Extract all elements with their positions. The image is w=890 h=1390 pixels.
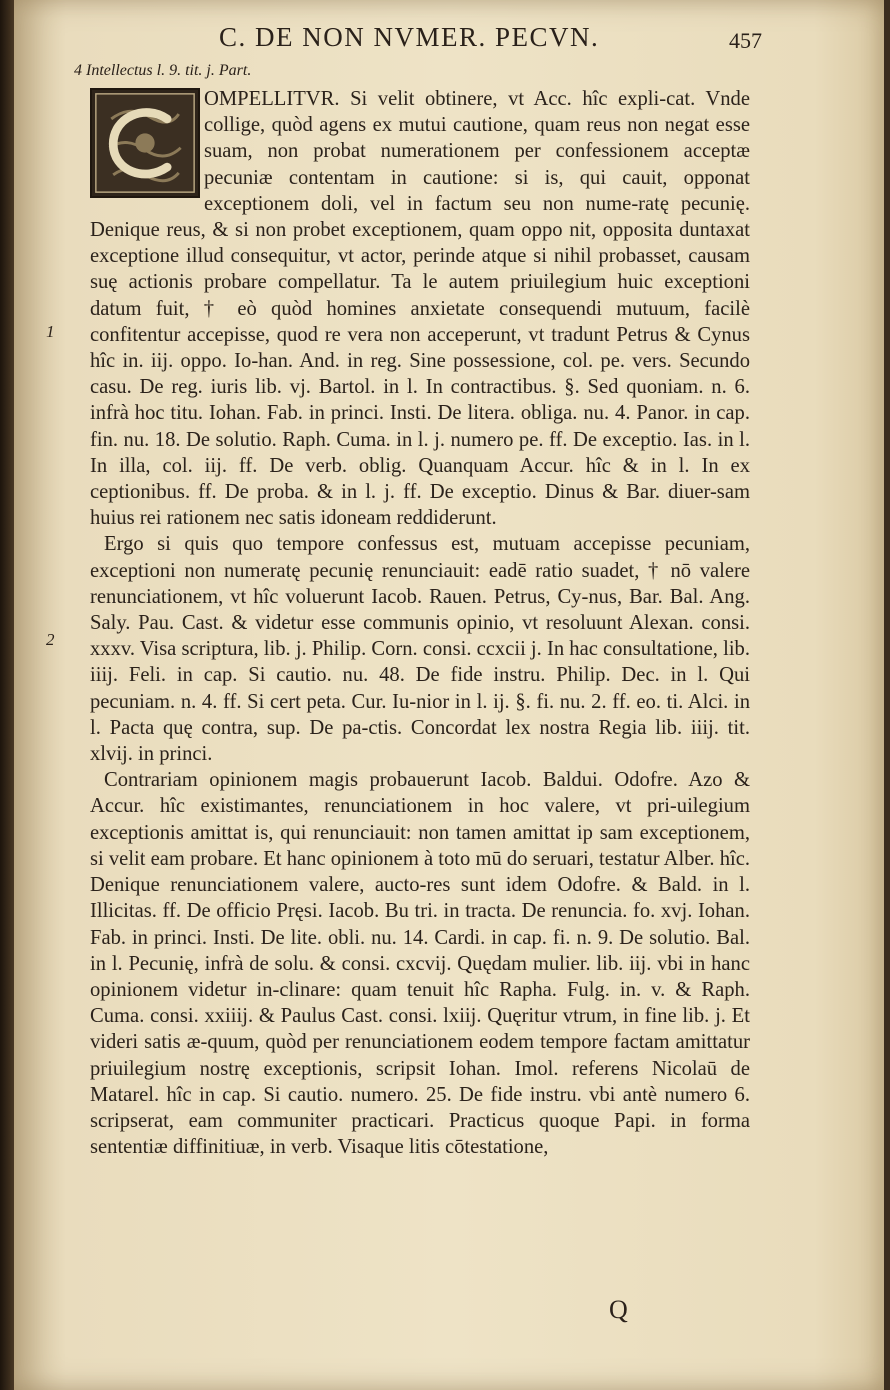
paragraph-1 xyxy=(90,86,750,531)
margin-number-1: 1 xyxy=(46,322,55,341)
margin-number-2: 2 xyxy=(46,630,55,649)
page-header xyxy=(14,22,884,56)
paragraph-1-text: OMPELLITVR. Si velit obtinere, vt Acc. hîc expli-cat. Vnde collige, quòd agens ex mutui cautione, quam reus non negat esse suam, non probat numerationem per confessionem acceptæ pecuniæ contentam in cautione: si is, qui cauit, opponat exceptionem doli, vel in factum seu non nume-ratę pecunię. Denique reus, & si non probet exceptionem, quam oppo nit, opposita duntaxat exceptione illud consequitur, vt actor, perinde atque si nihil probasset, causam suę actionis probare compellatur. Ta le autem priuilegium huic exceptioni datum fuit, † eò quòd homines anxietate consequendi mutuum, facilè confitentur accepisse, quod re vera non acceperunt, vt tradunt Petrus & Cynus hîc in. iij. oppo. Io-han. And. in reg. Sine possessione, col. pe. vers. Secundo casu. De reg. iuris lib. vj. Bartol. in l. In contractibus. §. Sed quoniam. n. 6. infrà hoc titu. Iohan. Fab. in princi. Insti. De litera. obliga. nu. 4. Panor. in cap. fin. nu. 18. De solutio. Raph. Cuma. in l. j. numero pe. ff. De exceptio. Ias. in l. In illa, col. iij. ff. De verb. oblig. Quanquam Accur. hîc & in l. In ex ceptionibus. ff. De proba. & in l. j. ff. De exceptio. Dinus & Bar. diuer-sam huius rei rationem nec satis idoneam reddiderunt. xyxy=(90,88,750,530)
catchword: Q xyxy=(609,1295,628,1324)
book-page xyxy=(14,0,884,1390)
side-note: 4 Intellectus l. 9. tit. j. Part. xyxy=(74,62,252,79)
page-number: 457 xyxy=(729,28,762,53)
binding-gutter xyxy=(0,0,14,1390)
paragraph-3: Contrariam opinionem magis probauerunt Iacob. Baldui. Odofre. Azo & Accur. hîc existimantes, renunciationem in hoc valere, vt pri-uilegium exceptionis amittat is, qui renunciauit: non tamen amittat ip sam exceptionem, si velit eam probare. Et hanc opinionem à toto mū do seruari, testatur Alber. hîc. Denique renunciationem valere, aucto-res sunt idem Odofre. & Bald. in l. Illicitas. ff. De officio Pręsi. Iacob. Bu tri. in tracta. De renuncia. fo. xvj. Iohan. Fab. in princi. Insti. De lite. obli. nu. 14. Cardi. in cap. fi. n. 9. De solutio. Bal. in l. Pecunię, infrà de solu. & consi. cxcvij. Quędam mulier. lib. iij. vbi in hanc opinionem videtur in-clinare: quam tenuit hîc Rapha. Fulg. in. v. & Raph. Cuma. consi. xxiiij. & Paulus Cast. consi. lxiij. Quęritur vtrum, in fine lib. j. Et videri satis æ-quum, quòd per renunciationem eodem tempore factam amittatur priuilegium nostrę exceptionis, scripsit Iohan. Imol. referens Nicolaū de Matarel. hîc in cap. Si cautio. numero. 25. De fide instru. vbi antè numero 6. scripserat, eam communiter practicari. Practicus quoque Papi. in forma sententiæ diffinitiuæ, in verb. Visaque litis cōtestatione, xyxy=(90,769,750,1159)
paragraph-2: Ergo si quis quo tempore confessus est, mutuam accepisse pecuniam, exceptioni non numeratę pecunię renunciauit: eadē ratio suadet, † nō valere renunciationem, vt hîc voluerunt Iacob. Rauen. Petrus, Cy-nus, Bar. Bal. Ang. Saly. Pau. Cast. & videtur esse communis opinio, vt resoluunt Alexan. consi. xxxv. Visa scriptura, lib. j. Philip. Corn. consi. ccxcii j. In hac consultatione, lib. iiij. Feli. in cap. Si cautio. nu. 48. De fide instru. Philip. Dec. in l. Qui pecuniam. n. 4. ff. Si cert peta. Cur. Iu-nior in l. ij. §. fi. nu. 2. ff. eo. ti. Alci. in l. Pacta quę contra, sup. De pa-ctis. Concordat lex nostra Regia lib. iiij. tit. xlvij. in princi. xyxy=(90,533,750,766)
running-title: C. DE NON NVMER. PECVN. xyxy=(219,22,600,52)
main-text xyxy=(90,86,750,1160)
